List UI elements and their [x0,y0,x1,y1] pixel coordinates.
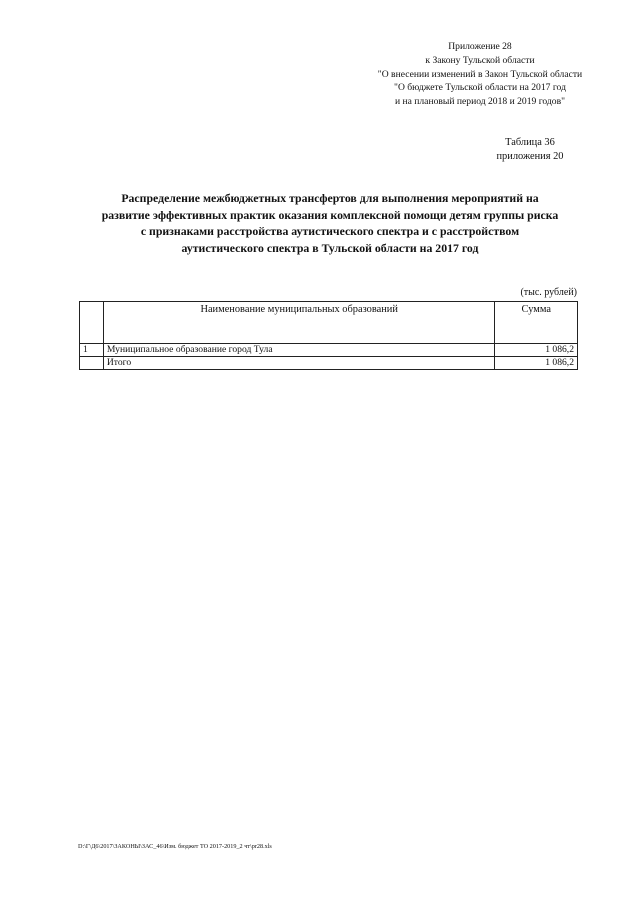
header-name: Наименование муниципальных образований [103,302,495,344]
row-num: 1 [80,344,104,357]
appendix-header [330,40,630,109]
appendix-line: и на плановый период 2018 и 2019 годов" [394,96,566,108]
table-total-row [80,357,578,370]
row-sum: 1 086,2 [495,344,578,357]
header-num [80,302,104,344]
transfers-table [79,301,578,370]
title-line: развитие эффективных практик оказания комплексной помощи детям группы риска [101,207,559,222]
appendix-line: "О бюджете Тульской области на 2017 год [394,82,566,94]
appendix-line: к Закону Тульской области [425,54,535,66]
title-line: аутистического спектра в Тульской области на 2017 год [181,240,479,255]
document-title [70,190,590,256]
table-header-row [80,302,578,344]
units-label: (тыс. рублей) [520,287,577,298]
row-name: Муниципальное образование город Тула [103,344,495,357]
table-reference [470,136,590,164]
title-line: Распределение межбюджетных трансфертов для выполнения мероприятий на [121,191,539,205]
total-label: Итого [103,357,495,370]
table-row [80,344,578,357]
header-sum: Сумма [495,302,578,344]
file-path-footer: D:\Г\Д6\2017\ЗАКОНЫ\ЗАС_46\Изм. бюджет ТО 2017-2019_2 чт\pr28.xls [78,843,272,850]
total-num [80,357,104,370]
table-ref-line: приложения 20 [496,151,564,162]
appendix-line: "О внесении изменений в Закон Тульской области [377,68,583,80]
appendix-line: Приложение 28 [448,41,512,52]
title-line: с признаками расстройства аутистического спектра и с расстройством [140,224,520,238]
total-sum: 1 086,2 [495,357,578,370]
table-ref-line: Таблица 36 [505,137,555,148]
